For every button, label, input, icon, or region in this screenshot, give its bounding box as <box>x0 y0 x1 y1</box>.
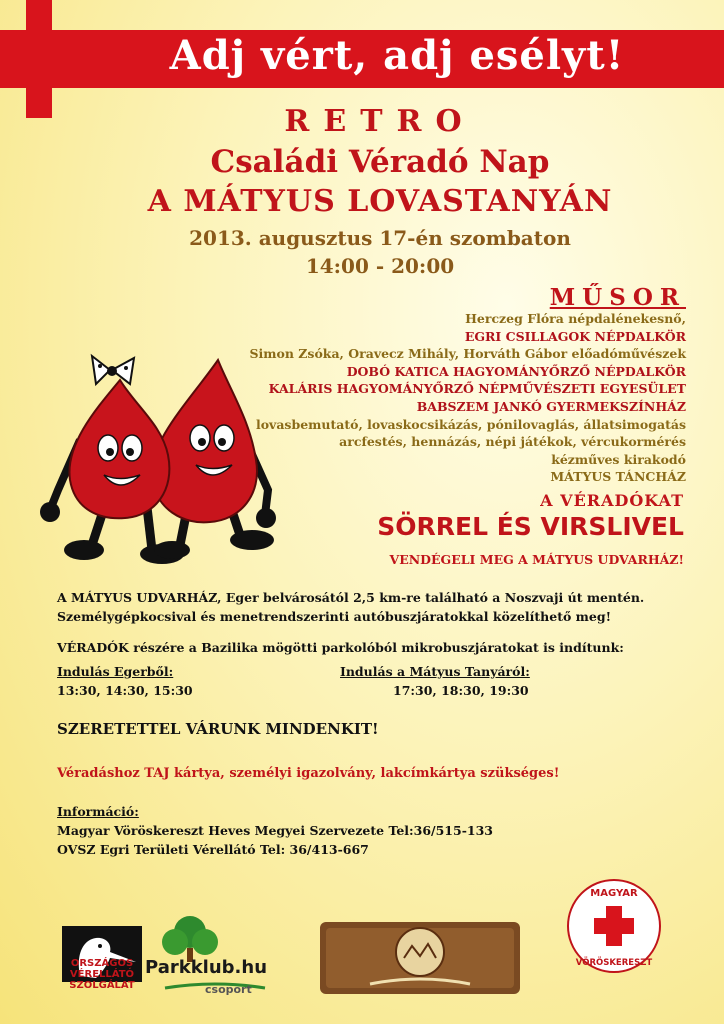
redcross-top-text: MAGYAR <box>590 888 638 899</box>
ovsz-line: VÉRELLÁTÓ <box>69 969 135 980</box>
venue-info-line: VÉRADÓK részére a Bazilika mögötti parkolóból mikrobuszjáratokat is indítunk: <box>57 640 624 655</box>
ovsz-line: ORSZÁGOS <box>70 958 134 969</box>
shuttle-ranch-times: 17:30, 18:30, 19:30 <box>393 683 529 698</box>
program-item: BABSZEM JANKÓ GYERMEKSZÍNHÁZ <box>416 398 686 414</box>
event-time: 14:00 - 20:00 <box>305 254 455 278</box>
ovsz-line: SZOLGÁLAT <box>69 980 135 991</box>
event-title: Családi Véradó Nap <box>210 144 550 180</box>
shuttle-eger-times: 13:30, 14:30, 15:30 <box>57 683 193 698</box>
matyus-udvarhaz-logo-icon <box>320 922 520 994</box>
magyar-voroskereszt-logo-icon <box>566 878 662 974</box>
program-item: Herczeg Flóra népdalénekesnő, <box>465 311 686 326</box>
venue-info-line: Személygépkocsival és menetrendszerinti autóbuszjáratokkal közelíthető meg! <box>57 609 612 624</box>
offer-line-3: VENDÉGELI MEG A MÁTYUS UDVARHÁZ! <box>389 552 684 567</box>
contact-line: Magyar Vöröskereszt Heves Megyei Szervezete Tel:36/515-133 <box>57 823 493 838</box>
required-documents: Véradáshoz TAJ kártya, személyi igazolvány, lakcímkártya szükséges! <box>57 766 560 781</box>
offer-line-1: A VÉRADÓKAT <box>540 491 684 510</box>
banner-title: Adj vért, adj esélyt! <box>169 32 625 79</box>
venue-info <box>57 588 697 657</box>
program-item: lovasbemutató, lovaskocsikázás, pónilovaglás, állatsimogatás <box>255 416 686 432</box>
program-item: DOBÓ KATICA HAGYOMÁNYŐRZŐ NÉPDALKÖR <box>346 363 686 379</box>
parkklub-logo-text: Parkklub.hu <box>145 957 268 978</box>
program-item: KALÁRIS HAGYOMÁNYŐRZŐ NÉPMŰVÉSZETI EGYESÜLET <box>268 381 686 397</box>
parkklub-sub-text: csoport <box>205 983 252 996</box>
welcome-text: SZERETETTEL VÁRUNK MINDENKIT! <box>57 720 379 738</box>
program-item: arcfestés, hennázás, népi játékok, vércukormérés <box>339 434 686 450</box>
contact-info <box>57 802 493 859</box>
ovsz-logo-text <box>56 958 148 991</box>
venue-info-line: A MÁTYUS UDVARHÁZ, Eger belvárosától 2,5 km-re található a Noszvaji út mentén. <box>57 590 645 605</box>
offer-line-2: SÖRREL ÉS VIRSLIVEL <box>377 512 684 541</box>
contact-title: Információ: <box>57 804 139 819</box>
retro-heading: RETRO <box>284 104 476 139</box>
event-date: 2013. augusztus 17-én szombaton <box>189 226 571 250</box>
pelican-logo-icon <box>56 896 148 1016</box>
program-item: EGRI CSILLAGOK NÉPDALKÖR <box>464 328 686 344</box>
shuttle-ranch-label: Indulás a Mátyus Tanyáról: <box>340 664 530 679</box>
shuttle-eger-label: Indulás Egerből: <box>57 664 174 679</box>
program-title: MŰSOR <box>549 284 686 311</box>
event-location: A MÁTYUS LOVASTANYÁN <box>147 184 613 219</box>
program-item: MÁTYUS TÁNCHÁZ <box>550 469 686 485</box>
program-item: kézműves kirakodó <box>551 451 686 467</box>
red-cross-icon <box>0 0 78 118</box>
program-item: Simon Zsóka, Oravecz Mihály, Horváth Gábor előadóművészek <box>249 346 686 362</box>
blood-drop-mascots-icon <box>40 340 290 580</box>
contact-line: OVSZ Egri Területi Vérellátó Tel: 36/413-667 <box>57 842 369 857</box>
title-banner <box>0 30 724 88</box>
redcross-bottom-text: VÖRÖSKERESZT <box>575 958 653 968</box>
